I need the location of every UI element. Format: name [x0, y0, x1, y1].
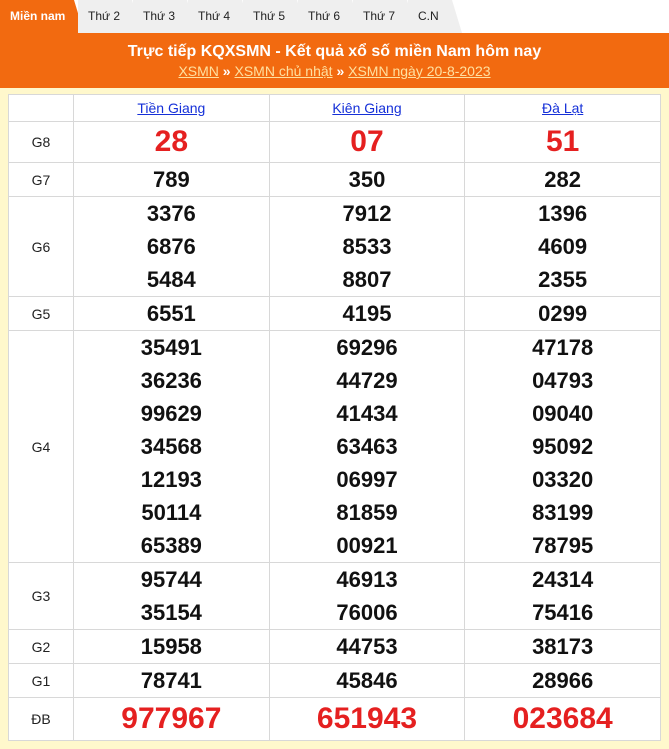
prize-label: G1: [9, 664, 74, 698]
prize-number: 6876: [146, 234, 196, 259]
prize-number: 95092: [532, 434, 594, 459]
prize-number: 07: [350, 125, 384, 158]
prize-number: 651943: [316, 702, 418, 735]
prize-number: 04793: [532, 368, 594, 393]
prize-number: 789: [152, 167, 190, 192]
prize-number: 78795: [532, 533, 594, 558]
prize-label: G4: [9, 331, 74, 563]
prize-number: 44729: [336, 368, 398, 393]
prize-number: 282: [544, 167, 582, 192]
prize-label: G2: [9, 630, 74, 664]
prize-number: 34568: [140, 434, 202, 459]
breadcrumb-xsmn-link[interactable]: XSMN: [178, 63, 219, 79]
header-blank: [9, 95, 74, 122]
prize-cell: [74, 122, 270, 163]
prize-row: [9, 563, 661, 630]
prize-label: G7: [9, 163, 74, 197]
prize-cell: [269, 122, 465, 163]
prize-cell: [465, 563, 661, 630]
province-header: [465, 95, 661, 122]
table-header-row: [9, 95, 661, 122]
prize-cell: [74, 197, 270, 297]
results-table: [8, 94, 661, 741]
prize-number: 28966: [532, 668, 594, 693]
prize-number: 78741: [140, 668, 202, 693]
prize-number: 0299: [538, 301, 588, 326]
prize-number: 35491: [140, 335, 202, 360]
page-title: Trực tiếp KQXSMN - Kết quả xổ số miền Nam hôm nay: [127, 43, 542, 60]
tab-label: Miền nam: [10, 9, 66, 23]
header-banner: [0, 33, 669, 88]
tab-edge: [452, 0, 462, 33]
prize-number: 3376: [146, 201, 196, 226]
province-header: [74, 95, 270, 122]
prize-number: 350: [348, 167, 386, 192]
prize-number: 95744: [140, 567, 202, 592]
prize-number: 99629: [140, 401, 202, 426]
tab-3[interactable]: [188, 0, 242, 33]
prize-cell: [465, 163, 661, 197]
prize-cell: [465, 630, 661, 664]
results-body: [9, 122, 661, 741]
prize-cell: [465, 331, 661, 563]
prize-number: 76006: [336, 600, 398, 625]
breadcrumb-sunday-link[interactable]: XSMN chủ nhật: [234, 63, 333, 79]
prize-number: 44753: [336, 634, 398, 659]
prize-cell: [465, 297, 661, 331]
prize-number: 75416: [532, 600, 594, 625]
prize-number: 81859: [336, 500, 398, 525]
prize-label: G8: [9, 122, 74, 163]
province-link-da-lat[interactable]: Đà Lạt: [542, 100, 584, 116]
prize-number: 65389: [140, 533, 202, 558]
tab-5[interactable]: [298, 0, 352, 33]
province-link-tien-giang[interactable]: Tiền Giang: [137, 100, 206, 116]
prize-cell: [74, 331, 270, 563]
breadcrumb-separator: »: [336, 63, 345, 79]
prize-number: 09040: [532, 401, 594, 426]
prize-cell: [74, 163, 270, 197]
prize-number: 51: [545, 125, 580, 158]
prize-cell: [269, 563, 465, 630]
prize-number: 00921: [336, 533, 398, 558]
day-tabs: [0, 0, 669, 33]
tab-label: C.N: [418, 9, 439, 23]
prize-number: 24314: [532, 567, 594, 592]
prize-number: 28: [154, 125, 189, 158]
prize-number: 6551: [146, 301, 196, 326]
prize-number: 2355: [538, 267, 588, 292]
prize-number: 41434: [336, 401, 398, 426]
tab-label: Thứ 3: [143, 9, 176, 23]
prize-number: 8533: [342, 234, 392, 259]
prize-number: 46913: [336, 567, 398, 592]
prize-number: 36236: [140, 368, 202, 393]
prize-number: 5484: [146, 267, 196, 292]
prize-number: 12193: [140, 467, 202, 492]
tab-7[interactable]: [408, 0, 452, 33]
prize-row: [9, 163, 661, 197]
prize-number: 50114: [141, 500, 202, 525]
prize-label: G6: [9, 197, 74, 297]
prize-cell: [269, 297, 465, 331]
prize-cell: [269, 664, 465, 698]
prize-number: 35154: [140, 600, 202, 625]
tab-label: Thứ 5: [253, 9, 286, 23]
tab-label: Thứ 2: [88, 9, 121, 23]
province-header: [269, 95, 465, 122]
prize-cell: [74, 664, 270, 698]
prize-number: 4195: [342, 301, 392, 326]
prize-cell: [269, 698, 465, 741]
prize-number: 45846: [336, 668, 398, 693]
tab-label: Thứ 6: [308, 9, 341, 23]
prize-row: [9, 698, 661, 741]
prize-number: 03320: [532, 467, 594, 492]
prize-number: 06997: [336, 467, 398, 492]
prize-cell: [269, 197, 465, 297]
prize-cell: [269, 163, 465, 197]
prize-number: 023684: [512, 702, 613, 735]
prize-cell: [465, 197, 661, 297]
prize-cell: [269, 331, 465, 563]
prize-cell: [74, 630, 270, 664]
results-frame: [0, 88, 669, 749]
prize-row: [9, 630, 661, 664]
prize-cell: [465, 664, 661, 698]
tab-label: Thứ 7: [363, 9, 396, 23]
tab-0[interactable]: [0, 0, 74, 33]
prize-number: 1396: [538, 201, 588, 226]
prize-row: [9, 331, 661, 563]
breadcrumb-separator: »: [222, 63, 231, 79]
prize-cell: [74, 297, 270, 331]
prize-row: [9, 297, 661, 331]
prize-number: 47178: [532, 335, 594, 360]
tab-1[interactable]: [78, 0, 132, 33]
prize-number: 83199: [532, 500, 594, 525]
prize-number: 15958: [140, 634, 202, 659]
prize-label: ĐB: [9, 698, 74, 741]
tab-label: Thứ 4: [198, 9, 231, 23]
prize-cell: [465, 698, 661, 741]
prize-label: G5: [9, 297, 74, 331]
prize-number: 8807: [342, 267, 392, 292]
prize-number: 977967: [121, 702, 222, 735]
tab-6[interactable]: [353, 0, 407, 33]
prize-cell: [465, 122, 661, 163]
province-link-kien-giang[interactable]: Kiên Giang: [332, 100, 402, 116]
prize-number: 7912: [342, 201, 392, 226]
prize-cell: [269, 630, 465, 664]
prize-row: [9, 664, 661, 698]
prize-cell: [74, 698, 270, 741]
prize-label: G3: [9, 563, 74, 630]
tab-4[interactable]: [243, 0, 297, 33]
prize-cell: [74, 563, 270, 630]
prize-number: 38173: [532, 634, 594, 659]
prize-number: 69296: [336, 335, 398, 360]
prize-row: [9, 122, 661, 163]
prize-number: 4609: [538, 234, 588, 259]
breadcrumb: [0, 63, 669, 79]
prize-row: [9, 197, 661, 297]
breadcrumb-date-link[interactable]: XSMN ngày 20-8-2023: [348, 63, 491, 79]
prize-number: 63463: [336, 434, 398, 459]
tab-2[interactable]: [133, 0, 187, 33]
